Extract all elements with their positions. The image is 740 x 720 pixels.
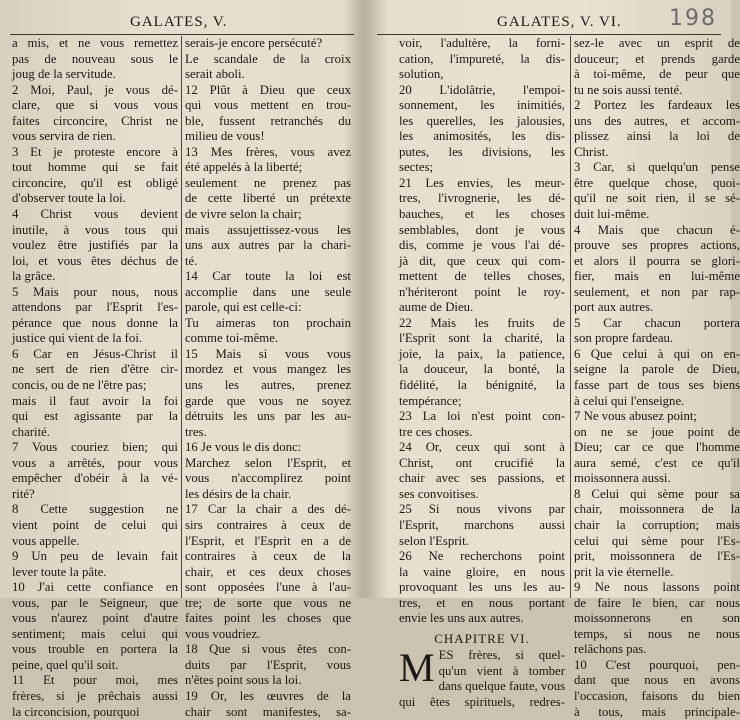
- right-running-title: GALATES, V. VI.: [497, 14, 622, 30]
- text-line: mordez et vous mangez les: [185, 362, 351, 377]
- text-line: 5 Car chacun portera: [574, 315, 740, 330]
- text-line: 11 Et pour moi, mes: [12, 673, 178, 688]
- text-line: a mis, et ne vous remettez: [12, 36, 178, 50]
- text-line: uns aux autres par la chari-: [185, 238, 351, 253]
- text-line: aura semé, c'est ce qu'il: [574, 455, 740, 470]
- text-line: joug de la servitude.: [12, 67, 116, 82]
- text-line: 4 Mais que chacun é-: [574, 222, 740, 237]
- text-line: Christ.: [574, 144, 609, 159]
- text-line: pérance que nous donne la: [12, 315, 178, 330]
- drop-cap: M: [399, 645, 435, 691]
- text-line: empêcher d'obéir à la vé-: [12, 471, 178, 486]
- text-line: de vivre selon la chair;: [185, 207, 302, 222]
- text-line: Le scandale de la croix: [185, 51, 351, 66]
- right-column-divider: [570, 36, 571, 598]
- right-column-2: [574, 36, 740, 720]
- text-line: serais-je encore persécuté?: [185, 36, 323, 50]
- text-line: Tu aimeras ton prochain: [185, 315, 351, 330]
- text-line: contraires à ceux de la: [185, 549, 351, 564]
- text-line: aume de Dieu.: [399, 300, 474, 315]
- text-line: sont opposées l'une à l'au-: [185, 580, 351, 595]
- text-line: vous servira de rien.: [12, 129, 116, 144]
- text-line: mais assujettissez-vous les: [185, 222, 351, 237]
- right-page: [367, 0, 740, 719]
- text-line: 9 Ne nous lassons point: [574, 580, 740, 595]
- text-line: sectes;: [399, 160, 434, 175]
- handwritten-page-number: 198: [669, 6, 717, 31]
- text-line: vous, par le Seigneur, que: [12, 595, 178, 610]
- text-line: on ne se joue point de: [574, 424, 740, 439]
- text-line: celui qui sème pour l'Es-: [574, 533, 740, 548]
- text-line: tres, l'ivrognerie, les dé-: [399, 191, 565, 206]
- text-line: justice qui vient de la foi.: [12, 331, 143, 346]
- text-line: peine, quel qu'il soit.: [12, 657, 119, 672]
- text-line: prit, moissonnera de l'Es-: [574, 549, 740, 564]
- text-line: Marchez selon l'Esprit, et: [185, 455, 351, 470]
- left-column-2: [185, 36, 351, 720]
- text-line: vous a arrêtés, pour vous: [12, 455, 178, 470]
- text-line: la douceur, la bonté, la: [399, 362, 565, 377]
- text-line: et alors il pourra se glori-: [574, 253, 740, 268]
- text-line: être quelque chose, quoi-: [574, 175, 740, 190]
- text-line: sez-le avec un esprit de: [574, 36, 740, 50]
- text-line: tempérance;: [399, 393, 462, 408]
- text-line: tre; de sorte que vous ne: [185, 595, 351, 610]
- text-line: faites point les choses que: [185, 611, 351, 626]
- text-line: 20 L'idolâtrie, l'empoi-: [399, 82, 565, 97]
- text-line: 8 Celui qui sème pour sa: [574, 486, 740, 501]
- text-line: uns des autres, et accom-: [574, 113, 740, 128]
- text-line: 4 Christ vous devient: [12, 207, 178, 222]
- text-line: 22 Mais les fruits de: [399, 315, 565, 330]
- chapter-heading: CHAPITRE VI.: [434, 630, 530, 646]
- text-line: vous n'aurez point d'autre: [12, 611, 178, 626]
- text-line: tres, et en nous portant: [399, 595, 565, 610]
- text-line: 3 Car, si quelqu'un pense: [574, 160, 740, 175]
- text-line: selon l'Esprit.: [399, 533, 469, 548]
- text-line: 26 Ne recherchons point: [399, 549, 565, 564]
- text-line: semblables, dont je vous: [399, 222, 565, 237]
- text-line: n'êtes point sous la loi.: [185, 673, 302, 688]
- text-line: qui êtes spirituels, redres-: [399, 694, 565, 709]
- text-line: dant que nous en avons: [574, 673, 740, 688]
- text-line: ES frères, si quel-: [438, 648, 565, 663]
- text-line: joie, la paix, la patience,: [399, 346, 565, 361]
- text-line: chair, et ces deux choses: [185, 564, 351, 579]
- text-line: n'hériteront point le roy-: [399, 284, 565, 299]
- text-line: mettent de telles choses,: [399, 269, 565, 284]
- text-line: sirs contraires à ceux de: [185, 517, 351, 532]
- text-line: ne sert de rien d'être cir-: [12, 362, 178, 377]
- text-line: seulement, et non par rap-: [574, 284, 740, 299]
- text-line: tu ne sois aussi tenté.: [574, 82, 683, 97]
- text-line: faites circoncire, Christ ne: [12, 113, 178, 128]
- text-line: solution,: [399, 67, 444, 82]
- text-line: charité.: [12, 424, 51, 439]
- text-line: seigne la parole de Dieu,: [574, 362, 740, 377]
- left-header-rule: [10, 34, 354, 35]
- text-line: 6 Car en Jésus-Christ il: [12, 346, 178, 361]
- text-line: inutile, à vous tous qui: [12, 222, 178, 237]
- text-line: douceur; et prends garde: [574, 51, 740, 66]
- text-line: de cette liberté un prétexte: [185, 191, 351, 206]
- text-line: 14 Car toute la loi est: [185, 269, 351, 284]
- text-line: 10 J'ai cette confiance en: [12, 580, 178, 595]
- text-line: temps, si nous ne nous: [574, 626, 740, 641]
- text-line: l'occasion, faisons du bien: [574, 688, 740, 703]
- text-line: tres.: [185, 424, 207, 439]
- text-line: cation, l'impureté, la dis-: [399, 51, 565, 66]
- text-line: chair sont manifestes, sa-: [185, 704, 351, 719]
- text-line: 23 La loi n'est point con-: [399, 409, 565, 424]
- text-line: chair, moissonnera de la: [574, 502, 740, 517]
- text-line: loi, et vous êtes déchus de: [12, 253, 178, 268]
- text-line: putes, les divisions, les: [399, 144, 565, 159]
- text-line: lever toute la pâte.: [12, 564, 107, 579]
- text-line: la circoncision, pourquoi: [12, 704, 140, 719]
- text-line: à celui qui l'enseigne.: [574, 393, 685, 408]
- text-line: à toi-même, de peur que: [574, 67, 740, 82]
- text-line: jà dit, que ceux qui com-: [399, 253, 565, 268]
- text-line: 9 Un peu de levain fait: [12, 549, 178, 564]
- left-running-title: GALATES, V.: [130, 14, 228, 30]
- text-line: d'observer toute la loi.: [12, 191, 126, 206]
- text-line: 13 Mes frères, vous avez: [185, 144, 351, 159]
- text-line: fier, mais en lui-même: [574, 269, 740, 284]
- text-line: 19 Or, les œuvres de la: [185, 688, 351, 703]
- left-page-header: [0, 14, 364, 36]
- text-line: plissez ainsi la loi de: [574, 129, 740, 144]
- text-line: prouve ses propres actions,: [574, 238, 740, 253]
- text-line: voir, l'adultère, la forni-: [399, 36, 565, 50]
- text-line: 7 Ne vous abusez point;: [574, 409, 697, 424]
- text-line: qui est agissante par la: [12, 409, 178, 424]
- text-line: 8 Cette suggestion ne: [12, 502, 178, 517]
- text-line: relâchons pas.: [574, 642, 647, 657]
- text-line: envie les uns aux autres.: [399, 611, 524, 626]
- right-page-header: [367, 6, 731, 36]
- text-line: 10 C'est pourquoi, pen-: [574, 657, 740, 672]
- text-line: qui vous mettent en trou-: [185, 98, 351, 113]
- left-page: [0, 0, 364, 719]
- text-line: vous appelle.: [12, 533, 80, 548]
- text-line: l'Esprit, marchons aussi: [399, 517, 565, 532]
- text-line: parole, qui est celle-ci:: [185, 300, 302, 315]
- text-line: chair la corruption; mais: [574, 517, 740, 532]
- text-line: 24 Or, ceux qui sont à: [399, 440, 565, 455]
- text-line: provoquant les uns les au-: [399, 580, 565, 595]
- text-line: rité?: [12, 486, 35, 501]
- text-line: qu'un vient à tomber: [438, 663, 565, 678]
- text-line: 12 Plût à Dieu que ceux: [185, 82, 351, 97]
- text-line: milieu de vous!: [185, 129, 265, 144]
- text-line: concis, ou de ne l'être pas;: [12, 378, 147, 393]
- right-column-1: [399, 36, 565, 711]
- text-line: voulez être justifiés par la: [12, 238, 178, 253]
- text-line: seulement ne prenez pas: [185, 175, 351, 190]
- text-line: fasse part de tous ses biens: [574, 378, 740, 393]
- text-line: té.: [185, 253, 198, 268]
- text-line: vous voudriez.: [185, 626, 261, 641]
- text-line: chair avec ses passions, et: [399, 471, 565, 486]
- text-line: la grâce.: [12, 269, 56, 284]
- text-line: port aux autres.: [574, 300, 654, 315]
- left-column-1: [12, 36, 178, 720]
- text-line: serait aboli.: [185, 67, 245, 82]
- text-line: l'Esprit, et l'Esprit en a de: [185, 533, 351, 548]
- text-line: 21 Les envies, les meur-: [399, 175, 565, 190]
- text-line: mais il faut avoir la foi: [12, 393, 178, 408]
- text-line: 16 Je vous le dis donc:: [185, 440, 302, 455]
- text-line: comme toi-même.: [185, 331, 279, 346]
- text-line: prit la vie éternelle.: [574, 564, 674, 579]
- text-line: son propre fardeau.: [574, 331, 674, 346]
- text-line: les désirs de la chair.: [185, 486, 292, 501]
- text-line: vous n'accomplirez point: [185, 471, 351, 486]
- text-line: 3 Et je proteste encore à: [12, 144, 178, 159]
- chapter-opening: [399, 645, 566, 710]
- text-line: de faire le bien, car nous: [574, 595, 740, 610]
- text-line: tout homme qui se fait: [12, 160, 178, 175]
- text-line: attendons par l'Esprit l'es-: [12, 300, 178, 315]
- text-line: 25 Si nous vivons par: [399, 502, 565, 517]
- text-line: moissonnera aussi.: [574, 471, 671, 486]
- text-line: bauches, et les choses: [399, 207, 565, 222]
- text-line: 5 Mais pour nous, nous: [12, 284, 178, 299]
- text-line: clare, que si vous vous: [12, 98, 178, 113]
- text-line: l'Esprit sont la charité, la: [399, 331, 565, 346]
- text-line: circoncire, qu'il est obligé: [12, 175, 178, 190]
- text-line: tre ces choses.: [399, 424, 473, 439]
- text-line: la vaine gloire, en nous: [399, 564, 565, 579]
- text-line: accomplie dans une seule: [185, 284, 351, 299]
- text-line: 7 Vous couriez bien; qui: [12, 440, 178, 455]
- text-line: frères, si je prêchais aussi: [12, 688, 178, 703]
- text-line: sentiment; mais celui qui: [12, 626, 178, 641]
- text-line: 15 Mais si vous vous: [185, 346, 351, 361]
- text-line: 18 Que si vous êtes con-: [185, 642, 351, 657]
- text-line: à tous, mais principale-: [574, 704, 740, 719]
- text-line: dis, comme je vous l'ai dé-: [399, 238, 565, 253]
- text-line: 2 Portez les fardeaux les: [574, 98, 740, 113]
- text-line: moissonnerons en son: [574, 611, 740, 626]
- text-line: Dieu; car ce que l'homme: [574, 440, 740, 455]
- text-line: duit lui-même.: [574, 207, 650, 222]
- left-column-divider: [181, 36, 182, 598]
- text-line: les querelles, les jalousies,: [399, 113, 565, 128]
- text-line: 17 Car la chair a des dé-: [185, 502, 351, 517]
- text-line: été appelés à la liberté;: [185, 160, 303, 175]
- text-line: vous trouble en portera la: [12, 642, 178, 657]
- text-line: détruits les uns par les au-: [185, 409, 351, 424]
- text-line: garde que vous ne soyez: [185, 393, 351, 408]
- text-line: uns les autres, prenez: [185, 378, 351, 393]
- text-line: 2 Moi, Paul, je vous dé-: [12, 82, 178, 97]
- text-line: duits par l'Esprit, vous: [185, 657, 351, 672]
- text-line: sonnement, les inimitiés,: [399, 98, 565, 113]
- text-line: les animosités, les dis-: [399, 129, 565, 144]
- text-line: 6 Que celui à qui on en-: [574, 346, 740, 361]
- right-header-rule: [377, 34, 721, 35]
- text-line: Christ, ont crucifié la: [399, 455, 565, 470]
- text-line: qu'il ne soit rien, il se sé-: [574, 191, 740, 206]
- text-line: ses convoitises.: [399, 486, 479, 501]
- text-line: ble, fussent retranchés du: [185, 113, 351, 128]
- text-line: pas de nouveau sous le: [12, 51, 178, 66]
- text-line: dans quelque faute, vous: [438, 679, 566, 694]
- text-line: vient point de celui qui: [12, 517, 178, 532]
- text-line: fidélité, la bénignité, la: [399, 378, 565, 393]
